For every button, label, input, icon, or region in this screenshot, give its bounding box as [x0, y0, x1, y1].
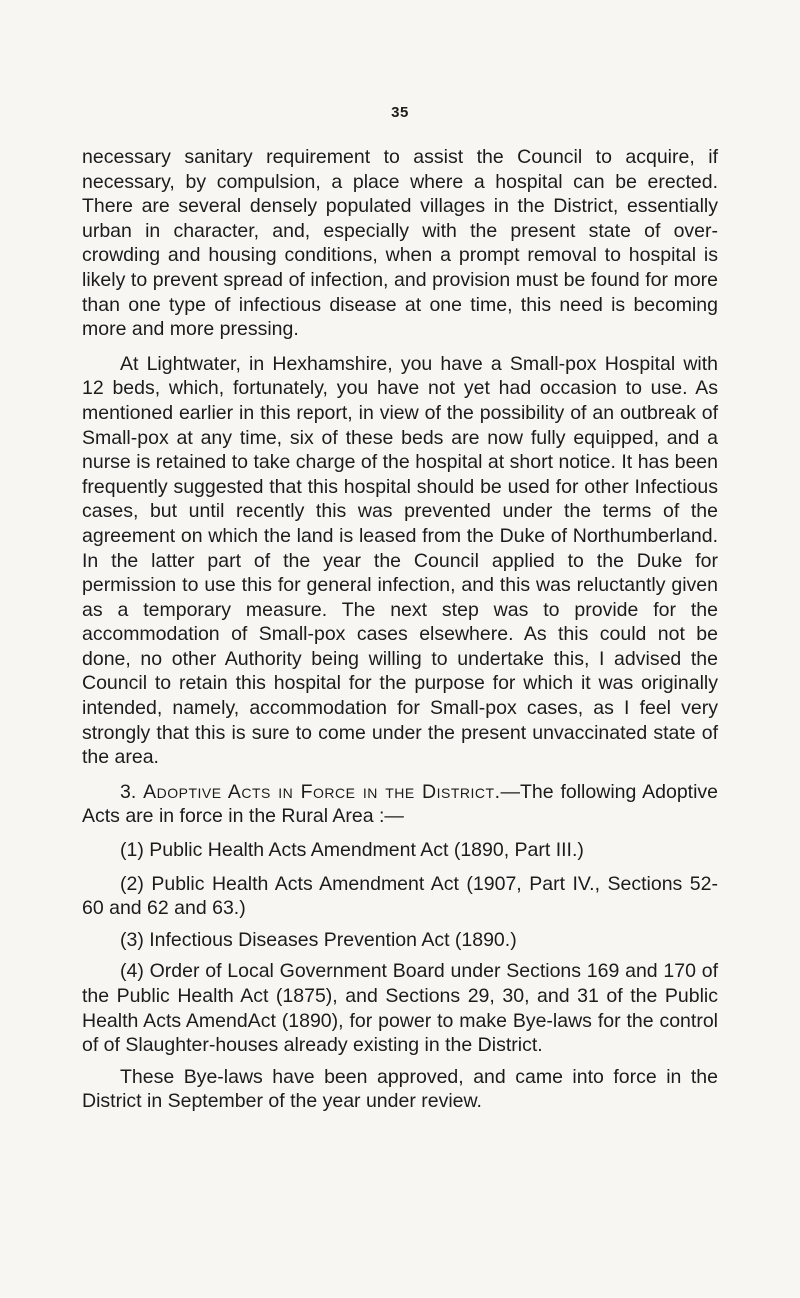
act-item-1: (1) Public Health Acts Amendment Act (1890, Part III.) [120, 839, 584, 862]
page-number: 35 [391, 104, 409, 121]
section-number: 3. [120, 780, 137, 803]
paragraph-bye-laws: These Bye-laws have been approved, and came into force in the District in September of the year under review. [82, 1065, 718, 1113]
paragraph-hospital-need: necessary sanitary requirement to assist the Council to acquire, if necessary, by compulsion, a place where a hospital can be erected. There are several densely populated villages in the District, essentially urban in character, and, especially with the present state of over-crowding and housing conditions, when a prompt removal to hospital is likely to prevent spread of infection, and provision must be found for more than one type of infectious disease at one time, this need is becoming more and more pressing. [82, 146, 718, 341]
document-page [82, 0, 718, 1298]
act-item-4: (4) Order of Local Government Board under Sections 169 and 170 of the Public Health Act (1875), and Sections 29, 30, and 31 of the Public Health Acts AmendAct (1890), for power to make Bye-laws for the control of of Slaughter-houses already existing in the District. [82, 960, 718, 1057]
act-item-3: (3) Infectious Diseases Prevention Act (1890.) [120, 928, 517, 951]
paragraph-lightwater-hospital: At Lightwater, in Hexhamshire, you have a Small-pox Hospital with 12 beds, which, fortunately, you have not yet had occasion to use. As mentioned earlier in this report, in view of the possibility of an outbreak of Small-pox at any time, six of these beds are now fully equipped, and a nurse is retained to take charge of the hospital at short notice. It has been frequently suggested that this hospital should be used for other Infectious cases, but until recently this was prevented under the terms of the agreement on which the land is leased from the Duke of Northumberland. In the latter part of the year the Council applied to the Duke for permission to use this for general infection, and this was reluctantly given as a temporary measure. The next step was to provide for the accommodation of Small-pox cases elsewhere. As this could not be done, no other Authority being willing to undertake this, I advised the Council to retain this hospital for the purpose for which it was originally intended, namely, accommodation for Small-pox cases, as I feel very strongly that this is sure to come under the present unvaccinated state of the area. [82, 352, 718, 769]
act-item-2: (2) Public Health Acts Amendment Act (1907, Part IV., Sections 52-60 and 62 and 63.) [82, 872, 718, 920]
section-adoptive-acts [82, 780, 718, 829]
body-text [82, 145, 718, 1114]
section-intro: —The following Adoptive Acts are in force in the Rural Area :— [82, 780, 719, 828]
section-heading: Adoptive Acts in Force in the District. [143, 780, 501, 803]
